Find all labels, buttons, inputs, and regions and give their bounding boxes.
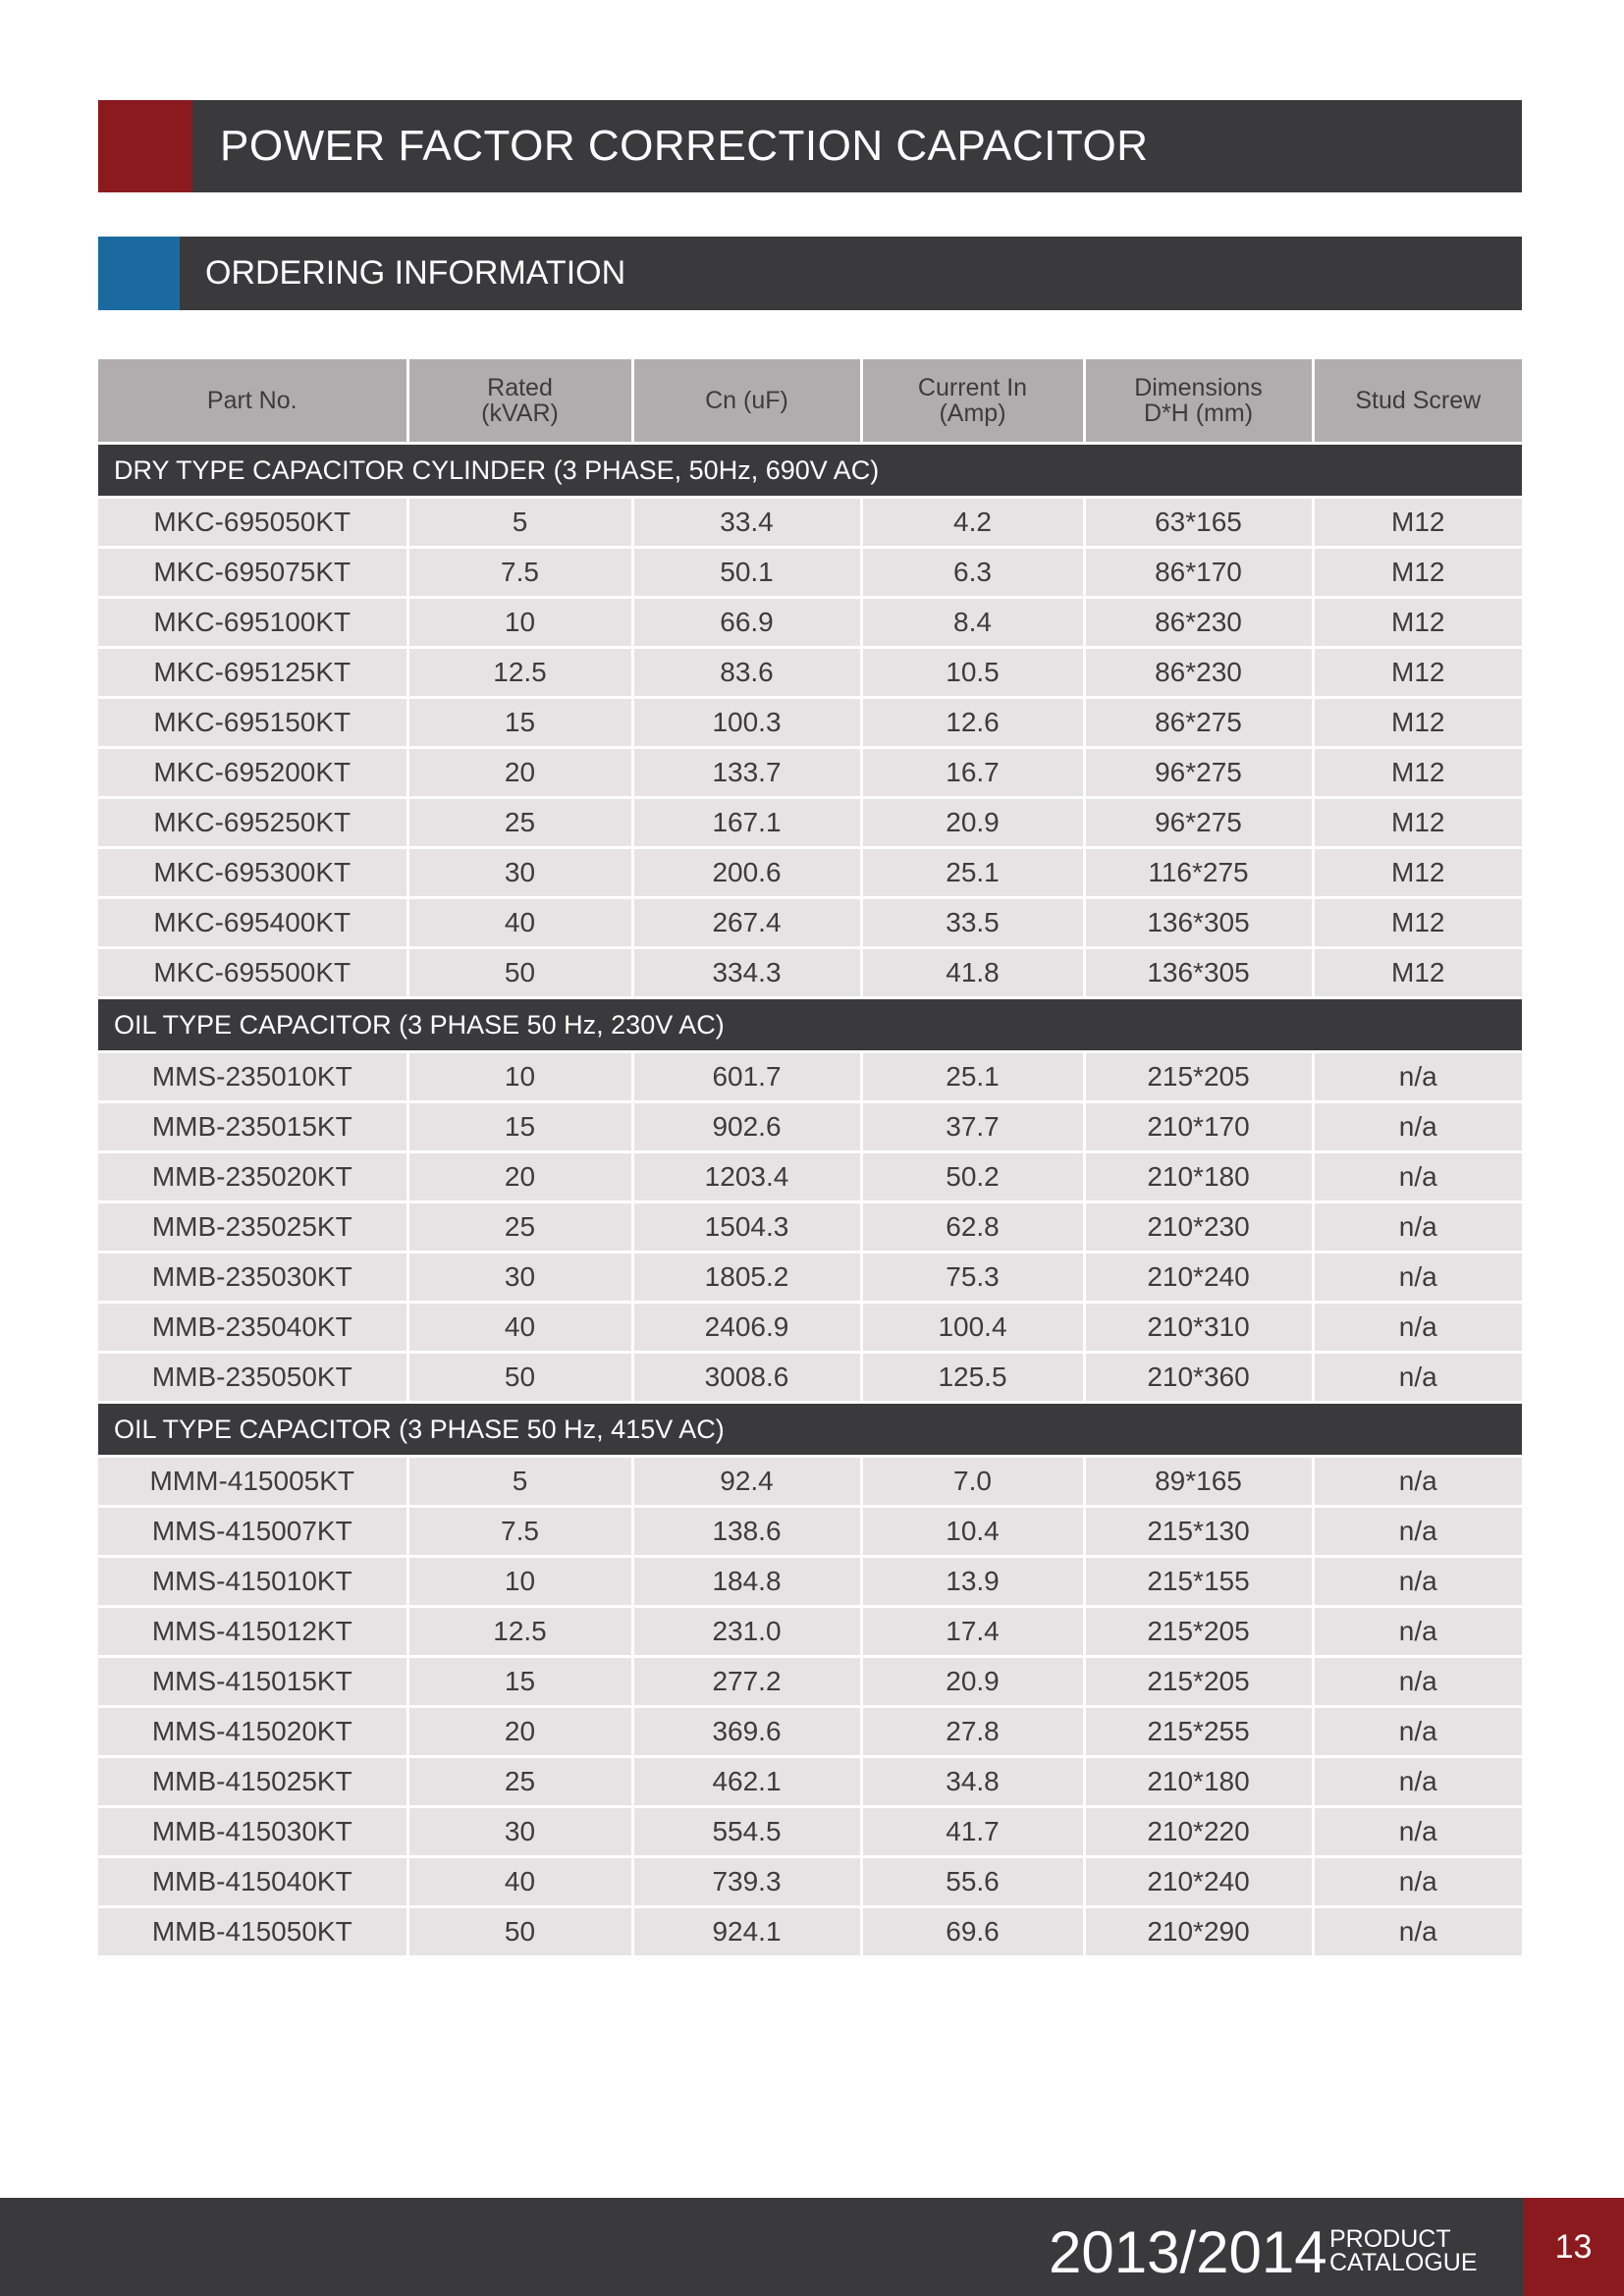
cell-current-in: 33.5 xyxy=(861,898,1084,948)
cell-dimensions: 210*230 xyxy=(1084,1202,1313,1253)
cell-stud-screw: M12 xyxy=(1313,848,1522,898)
cell-stud-screw: n/a xyxy=(1313,1457,1522,1507)
cell-part-no: MKC-695150KT xyxy=(98,698,407,748)
section-title-bar xyxy=(98,237,1522,310)
table-row xyxy=(98,1152,1522,1202)
column-header-line: Current In xyxy=(917,374,1028,401)
cell-current-in: 34.8 xyxy=(861,1757,1084,1807)
cell-rated-kvar: 40 xyxy=(407,898,632,948)
cell-rated-kvar: 30 xyxy=(407,1807,632,1857)
cell-cn-uf: 334.3 xyxy=(632,948,861,998)
table-row xyxy=(98,1052,1522,1102)
cell-current-in: 8.4 xyxy=(861,598,1084,648)
table-row xyxy=(98,1657,1522,1707)
cell-stud-screw: n/a xyxy=(1313,1152,1522,1202)
cell-current-in: 10.4 xyxy=(861,1507,1084,1557)
cell-rated-kvar: 20 xyxy=(407,748,632,798)
cell-part-no: MKC-695200KT xyxy=(98,748,407,798)
page-footer xyxy=(0,2198,1624,2296)
cell-dimensions: 210*310 xyxy=(1084,1303,1313,1353)
cell-stud-screw: n/a xyxy=(1313,1507,1522,1557)
cell-dimensions: 215*205 xyxy=(1084,1657,1313,1707)
table-row xyxy=(98,1907,1522,1956)
table-row xyxy=(98,698,1522,748)
table-row xyxy=(98,1102,1522,1152)
cell-part-no: MKC-695400KT xyxy=(98,898,407,948)
cell-dimensions: 210*170 xyxy=(1084,1102,1313,1152)
cell-cn-uf: 369.6 xyxy=(632,1707,861,1757)
cell-cn-uf: 902.6 xyxy=(632,1102,861,1152)
cell-stud-screw: n/a xyxy=(1313,1102,1522,1152)
catalogue-year: 2013/2014 xyxy=(1049,2219,1327,2285)
cell-rated-kvar: 25 xyxy=(407,1757,632,1807)
cell-part-no: MKC-695100KT xyxy=(98,598,407,648)
group-header-row xyxy=(98,1403,1522,1457)
cell-stud-screw: n/a xyxy=(1313,1607,1522,1657)
table-row xyxy=(98,1353,1522,1403)
group-title: OIL TYPE CAPACITOR (3 PHASE 50 Hz, 230V AC) xyxy=(98,998,1522,1052)
cell-stud-screw: n/a xyxy=(1313,1202,1522,1253)
cell-stud-screw: M12 xyxy=(1313,898,1522,948)
table-row xyxy=(98,1807,1522,1857)
table-row xyxy=(98,1202,1522,1253)
cell-dimensions: 116*275 xyxy=(1084,848,1313,898)
cell-cn-uf: 83.6 xyxy=(632,648,861,698)
cell-cn-uf: 3008.6 xyxy=(632,1353,861,1403)
cell-part-no: MMB-235030KT xyxy=(98,1253,407,1303)
cell-current-in: 62.8 xyxy=(861,1202,1084,1253)
cell-stud-screw: M12 xyxy=(1313,548,1522,598)
cell-part-no: MMS-415012KT xyxy=(98,1607,407,1657)
cell-cn-uf: 167.1 xyxy=(632,798,861,848)
cell-part-no: MMS-415007KT xyxy=(98,1507,407,1557)
cell-stud-screw: M12 xyxy=(1313,648,1522,698)
cell-dimensions: 215*255 xyxy=(1084,1707,1313,1757)
cell-stud-screw: M12 xyxy=(1313,698,1522,748)
cell-dimensions: 89*165 xyxy=(1084,1457,1313,1507)
cell-dimensions: 86*275 xyxy=(1084,698,1313,748)
cell-stud-screw: n/a xyxy=(1313,1907,1522,1956)
column-header-rated-kvar xyxy=(407,359,632,444)
cell-dimensions: 86*170 xyxy=(1084,548,1313,598)
cell-cn-uf: 267.4 xyxy=(632,898,861,948)
cell-stud-screw: n/a xyxy=(1313,1657,1522,1707)
cell-part-no: MMS-415020KT xyxy=(98,1707,407,1757)
cell-cn-uf: 554.5 xyxy=(632,1807,861,1857)
cell-current-in: 125.5 xyxy=(861,1353,1084,1403)
cell-stud-screw: M12 xyxy=(1313,798,1522,848)
cell-dimensions: 210*180 xyxy=(1084,1152,1313,1202)
cell-cn-uf: 100.3 xyxy=(632,698,861,748)
cell-current-in: 17.4 xyxy=(861,1607,1084,1657)
cell-cn-uf: 92.4 xyxy=(632,1457,861,1507)
cell-rated-kvar: 15 xyxy=(407,698,632,748)
column-header-cn-uf xyxy=(632,359,861,444)
cell-cn-uf: 924.1 xyxy=(632,1907,861,1956)
cell-rated-kvar: 5 xyxy=(407,1457,632,1507)
cell-stud-screw: n/a xyxy=(1313,1757,1522,1807)
cell-rated-kvar: 15 xyxy=(407,1657,632,1707)
page-title: POWER FACTOR CORRECTION CAPACITOR xyxy=(220,122,1149,170)
table-row xyxy=(98,848,1522,898)
table-row xyxy=(98,498,1522,548)
cell-cn-uf: 462.1 xyxy=(632,1757,861,1807)
cell-dimensions: 136*305 xyxy=(1084,898,1313,948)
cell-stud-screw: n/a xyxy=(1313,1557,1522,1607)
cell-part-no: MMB-235040KT xyxy=(98,1303,407,1353)
cell-dimensions: 63*165 xyxy=(1084,498,1313,548)
cell-cn-uf: 66.9 xyxy=(632,598,861,648)
table-row xyxy=(98,598,1522,648)
cell-dimensions: 210*360 xyxy=(1084,1353,1313,1403)
cell-stud-screw: M12 xyxy=(1313,748,1522,798)
cell-dimensions: 215*205 xyxy=(1084,1052,1313,1102)
cell-current-in: 20.9 xyxy=(861,1657,1084,1707)
cell-rated-kvar: 10 xyxy=(407,598,632,648)
cell-cn-uf: 1805.2 xyxy=(632,1253,861,1303)
group-title: DRY TYPE CAPACITOR CYLINDER (3 PHASE, 50Hz, 690V AC) xyxy=(98,444,1522,498)
table-row xyxy=(98,1253,1522,1303)
cell-stud-screw: n/a xyxy=(1313,1253,1522,1303)
cell-dimensions: 210*240 xyxy=(1084,1253,1313,1303)
section-accent-block xyxy=(98,237,180,310)
ordering-information-table xyxy=(98,359,1522,1955)
cell-stud-screw: M12 xyxy=(1313,598,1522,648)
cell-dimensions: 215*205 xyxy=(1084,1607,1313,1657)
cell-dimensions: 86*230 xyxy=(1084,598,1313,648)
cell-part-no: MKC-695500KT xyxy=(98,948,407,998)
cell-part-no: MMB-235050KT xyxy=(98,1353,407,1403)
cell-part-no: MMB-415025KT xyxy=(98,1757,407,1807)
table-row xyxy=(98,548,1522,598)
table-row xyxy=(98,898,1522,948)
cell-rated-kvar: 40 xyxy=(407,1857,632,1907)
page-title-bar xyxy=(98,100,1522,192)
cell-part-no: MMB-415050KT xyxy=(98,1907,407,1956)
cell-current-in: 7.0 xyxy=(861,1457,1084,1507)
cell-current-in: 69.6 xyxy=(861,1907,1084,1956)
cell-rated-kvar: 50 xyxy=(407,1353,632,1403)
column-header-line: (Amp) xyxy=(939,400,1006,427)
catalogue-label-line2: CATALOGUE xyxy=(1329,2249,1478,2276)
group-header-row xyxy=(98,444,1522,498)
cell-part-no: MMM-415005KT xyxy=(98,1457,407,1507)
cell-part-no: MKC-695075KT xyxy=(98,548,407,598)
column-header-line: Part No. xyxy=(206,387,298,414)
cell-cn-uf: 739.3 xyxy=(632,1857,861,1907)
cell-rated-kvar: 20 xyxy=(407,1152,632,1202)
cell-part-no: MKC-695250KT xyxy=(98,798,407,848)
cell-rated-kvar: 7.5 xyxy=(407,1507,632,1557)
table-row xyxy=(98,648,1522,698)
cell-dimensions: 96*275 xyxy=(1084,748,1313,798)
cell-cn-uf: 133.7 xyxy=(632,748,861,798)
catalogue-label-line1: PRODUCT xyxy=(1329,2225,1451,2253)
column-header-line: Rated xyxy=(487,374,553,401)
cell-stud-screw: n/a xyxy=(1313,1857,1522,1907)
table-row xyxy=(98,1457,1522,1507)
cell-rated-kvar: 25 xyxy=(407,798,632,848)
table-row xyxy=(98,1607,1522,1657)
column-header-line: (kVAR) xyxy=(481,400,559,427)
cell-cn-uf: 200.6 xyxy=(632,848,861,898)
table-row xyxy=(98,798,1522,848)
cell-stud-screw: n/a xyxy=(1313,1052,1522,1102)
cell-current-in: 55.6 xyxy=(861,1857,1084,1907)
cell-part-no: MMS-415015KT xyxy=(98,1657,407,1707)
cell-cn-uf: 2406.9 xyxy=(632,1303,861,1353)
cell-dimensions: 215*155 xyxy=(1084,1557,1313,1607)
cell-current-in: 12.6 xyxy=(861,698,1084,748)
column-header-part-no xyxy=(98,359,407,444)
cell-rated-kvar: 15 xyxy=(407,1102,632,1152)
cell-current-in: 6.3 xyxy=(861,548,1084,598)
cell-rated-kvar: 12.5 xyxy=(407,648,632,698)
cell-part-no: MKC-695050KT xyxy=(98,498,407,548)
cell-rated-kvar: 25 xyxy=(407,1202,632,1253)
catalogue-label xyxy=(1329,2227,1478,2274)
cell-part-no: MMS-235010KT xyxy=(98,1052,407,1102)
column-header-dimensions xyxy=(1084,359,1313,444)
table-row xyxy=(98,1507,1522,1557)
table-row xyxy=(98,748,1522,798)
cell-dimensions: 210*290 xyxy=(1084,1907,1313,1956)
column-header-stud-screw xyxy=(1313,359,1522,444)
cell-part-no: MKC-695300KT xyxy=(98,848,407,898)
section-title: ORDERING INFORMATION xyxy=(205,254,626,292)
cell-current-in: 27.8 xyxy=(861,1707,1084,1757)
cell-dimensions: 86*230 xyxy=(1084,648,1313,698)
cell-current-in: 25.1 xyxy=(861,1052,1084,1102)
column-header-line: Cn (uF) xyxy=(705,387,788,414)
cell-stud-screw: n/a xyxy=(1313,1707,1522,1757)
cell-dimensions: 210*180 xyxy=(1084,1757,1313,1807)
cell-dimensions: 215*130 xyxy=(1084,1507,1313,1557)
cell-stud-screw: n/a xyxy=(1313,1807,1522,1857)
cell-rated-kvar: 10 xyxy=(407,1052,632,1102)
cell-rated-kvar: 7.5 xyxy=(407,548,632,598)
cell-rated-kvar: 50 xyxy=(407,948,632,998)
cell-part-no: MMB-235025KT xyxy=(98,1202,407,1253)
cell-current-in: 25.1 xyxy=(861,848,1084,898)
cell-cn-uf: 1203.4 xyxy=(632,1152,861,1202)
cell-stud-screw: M12 xyxy=(1313,948,1522,998)
cell-part-no: MMB-415040KT xyxy=(98,1857,407,1907)
cell-current-in: 41.8 xyxy=(861,948,1084,998)
cell-rated-kvar: 30 xyxy=(407,848,632,898)
cell-current-in: 75.3 xyxy=(861,1253,1084,1303)
cell-dimensions: 136*305 xyxy=(1084,948,1313,998)
cell-cn-uf: 1504.3 xyxy=(632,1202,861,1253)
cell-rated-kvar: 12.5 xyxy=(407,1607,632,1657)
cell-rated-kvar: 10 xyxy=(407,1557,632,1607)
cell-cn-uf: 277.2 xyxy=(632,1657,861,1707)
cell-current-in: 4.2 xyxy=(861,498,1084,548)
cell-cn-uf: 138.6 xyxy=(632,1507,861,1557)
column-header-current-in xyxy=(861,359,1084,444)
column-header-line: Dimensions xyxy=(1134,374,1263,401)
title-accent-block xyxy=(98,100,192,192)
table-header-row xyxy=(98,359,1522,444)
cell-cn-uf: 184.8 xyxy=(632,1557,861,1607)
table-row xyxy=(98,1557,1522,1607)
cell-stud-screw: n/a xyxy=(1313,1353,1522,1403)
cell-rated-kvar: 20 xyxy=(407,1707,632,1757)
table-row xyxy=(98,948,1522,998)
cell-part-no: MKC-695125KT xyxy=(98,648,407,698)
cell-current-in: 20.9 xyxy=(861,798,1084,848)
table-row xyxy=(98,1707,1522,1757)
table-row xyxy=(98,1757,1522,1807)
column-header-line: Stud Screw xyxy=(1355,387,1482,414)
cell-current-in: 16.7 xyxy=(861,748,1084,798)
cell-rated-kvar: 30 xyxy=(407,1253,632,1303)
table-row xyxy=(98,1303,1522,1353)
cell-cn-uf: 33.4 xyxy=(632,498,861,548)
cell-stud-screw: M12 xyxy=(1313,498,1522,548)
cell-part-no: MMB-235015KT xyxy=(98,1102,407,1152)
cell-cn-uf: 50.1 xyxy=(632,548,861,598)
cell-dimensions: 210*240 xyxy=(1084,1857,1313,1907)
cell-rated-kvar: 5 xyxy=(407,498,632,548)
cell-part-no: MMB-415030KT xyxy=(98,1807,407,1857)
group-title: OIL TYPE CAPACITOR (3 PHASE 50 Hz, 415V AC) xyxy=(98,1403,1522,1457)
cell-cn-uf: 231.0 xyxy=(632,1607,861,1657)
column-header-line: D*H (mm) xyxy=(1143,400,1254,427)
cell-current-in: 100.4 xyxy=(861,1303,1084,1353)
cell-stud-screw: n/a xyxy=(1313,1303,1522,1353)
cell-cn-uf: 601.7 xyxy=(632,1052,861,1102)
cell-dimensions: 210*220 xyxy=(1084,1807,1313,1857)
page-number: 13 xyxy=(1523,2198,1624,2296)
cell-current-in: 41.7 xyxy=(861,1807,1084,1857)
cell-current-in: 10.5 xyxy=(861,648,1084,698)
group-header-row xyxy=(98,998,1522,1052)
cell-rated-kvar: 40 xyxy=(407,1303,632,1353)
cell-part-no: MMB-235020KT xyxy=(98,1152,407,1202)
cell-current-in: 13.9 xyxy=(861,1557,1084,1607)
table-row xyxy=(98,1857,1522,1907)
cell-current-in: 37.7 xyxy=(861,1102,1084,1152)
cell-part-no: MMS-415010KT xyxy=(98,1557,407,1607)
cell-dimensions: 96*275 xyxy=(1084,798,1313,848)
cell-rated-kvar: 50 xyxy=(407,1907,632,1956)
cell-current-in: 50.2 xyxy=(861,1152,1084,1202)
